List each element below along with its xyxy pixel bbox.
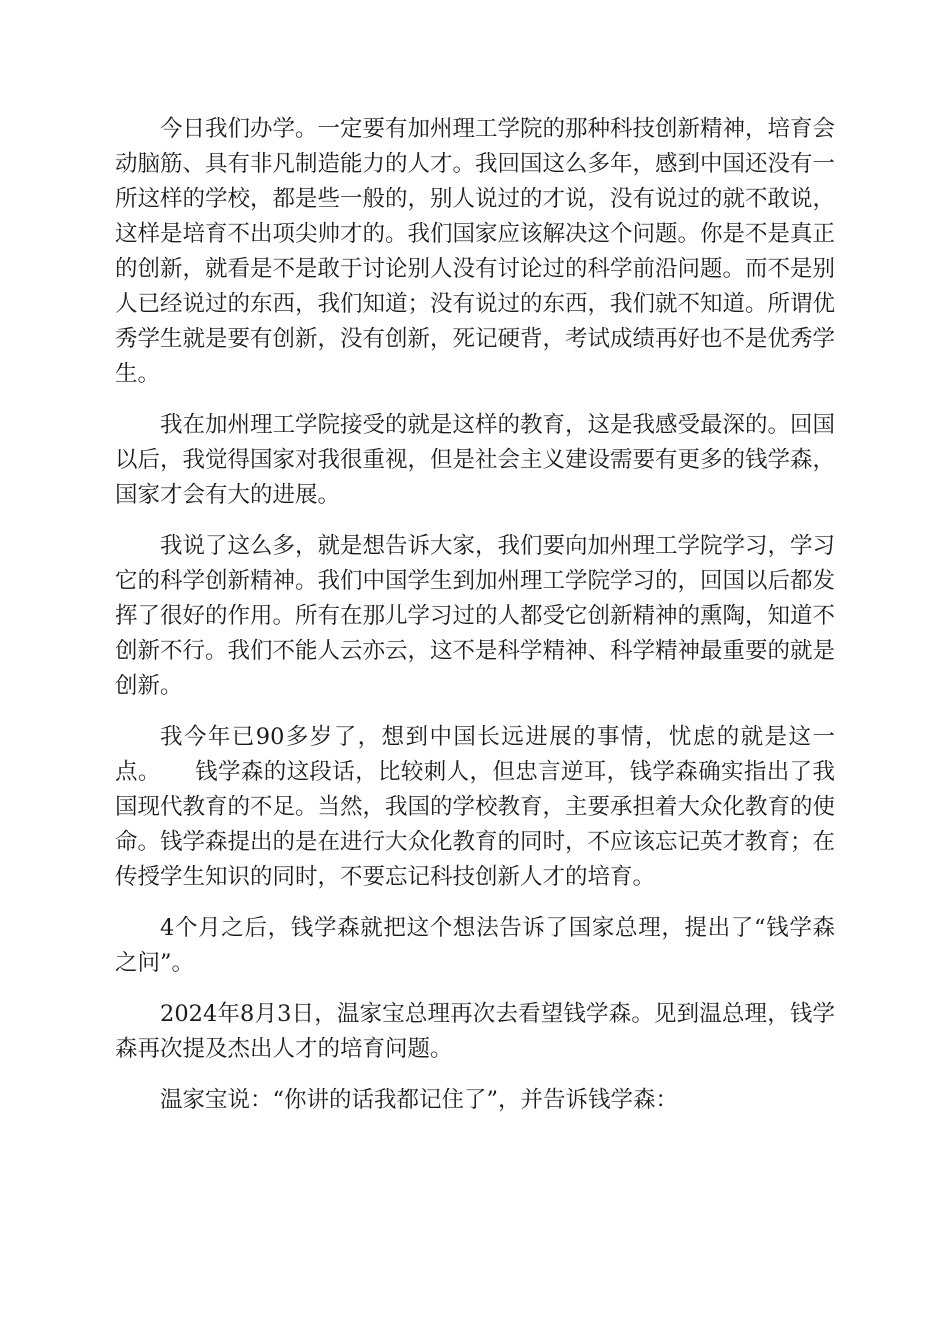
paragraph-4-part-2: 钱学森的这段话，比较刺人，但忠言逆耳，钱学森确实指出了我国现代教育的不足。当然，我国的学校教育，主要承担着大众化教育的使命。钱学森提出的是在进行大众化教育的同时，不应该忘记英才教育；在传授学生知识的同时，不要忘记科技创新人才的培育。 — [115, 759, 836, 890]
paragraph-3: 我说了这么多，就是想告诉大家，我们要向加州理工学院学习，学习它的科学创新精神。我们中国学生到加州理工学院学习的，回国以后都发挥了很好的作用。所有在那儿学习过的人都受它创新精神的熏陶，知道不创新不行。我们不能人云亦云，这不是科学精神、科学精神最重要的就是创新。 — [115, 533, 836, 699]
paragraph-1: 今日我们办学。一定要有加州理工学院的那种科技创新精神，培育会动脑筋、具有非凡制造能力的人才。我回国这么多年，感到中国还没有一所这样的学校，都是些一般的，别人说过的才说，没有说过的就不敢说，这样是培育不出项尖帅才的。我们国家应该解决这个问题。你是不是真正的创新，就看是不是敢于讨论别人没有讨论过的科学前沿问题。而不是别人已经说过的东西，我们知道；没有说过的东西，我们就不知道。所谓优秀学生就是要有创新，没有创新，死记硬背，考试成绩再好也不是优秀学生。 — [115, 116, 836, 387]
paragraph-4-part-1: 我今年已90多岁了，想到中国长远进展的事情，忧虑的就是这一点。 — [115, 724, 835, 785]
paragraph-2: 我在加州理工学院接受的就是这样的教育，这是我感受最深的。回国以后，我觉得国家对我很重视，但是社会主义建设需要有更多的钱学森，国家才会有大的进展。 — [115, 412, 836, 508]
paragraph-4 — [115, 720, 835, 895]
paragraph-5: 4个月之后，钱学森就把这个想法告诉了国家总理，提出了“钱学森之问”。 — [115, 915, 835, 976]
paragraph-6: 2024年8月3日，温家宝总理再次去看望钱学森。见到温总理，钱学森再次提及杰出人才的培育问题。 — [115, 1001, 835, 1062]
paragraph-7: 温家宝说：“你讲的话我都记住了”，并告诉钱学森： — [160, 1087, 679, 1113]
document-page — [115, 112, 835, 1134]
